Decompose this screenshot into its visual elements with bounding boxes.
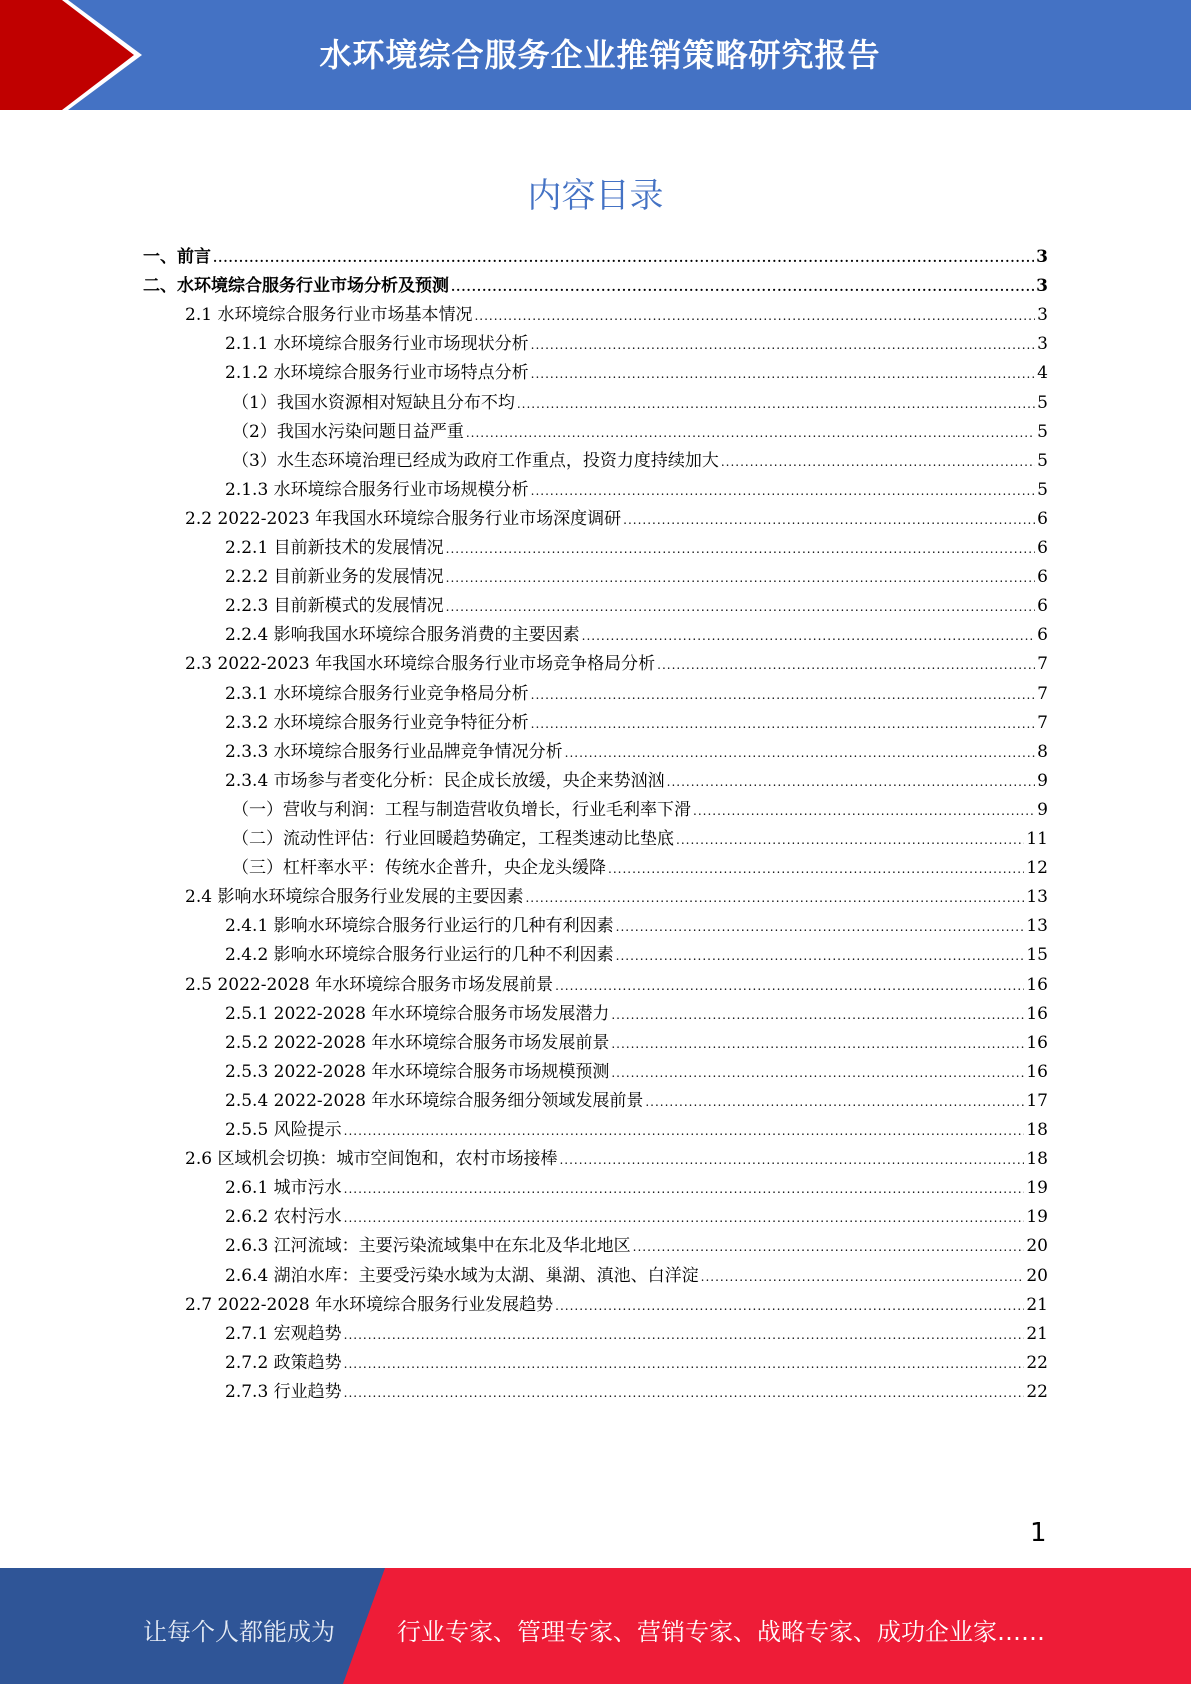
footer-slogan-left: 让每个人都能成为: [143, 1618, 335, 1646]
toc-entry[interactable]: [225, 911, 1048, 941]
toc-entry[interactable]: [225, 1348, 1048, 1378]
page-number: 1: [1030, 1518, 1047, 1548]
toc-leader-dots: [565, 746, 1036, 760]
toc-entry[interactable]: [225, 679, 1048, 709]
toc-entry-title: 2.2.3 目前新模式的发展情况: [225, 596, 444, 617]
toc-entry[interactable]: [232, 853, 1048, 883]
toc-entry-page: 5: [1037, 421, 1048, 442]
toc-entry[interactable]: [225, 533, 1048, 563]
toc-entry-page: 21: [1026, 1323, 1048, 1344]
toc-entry-page: 6: [1037, 596, 1048, 617]
toc-entry-page: 19: [1026, 1207, 1048, 1228]
toc-entry[interactable]: [225, 1115, 1048, 1145]
toc-entry[interactable]: [143, 271, 1048, 301]
toc-leader-dots: [344, 1124, 1025, 1138]
page-footer: [0, 1568, 1191, 1684]
toc-entry-page: 9: [1037, 770, 1048, 791]
toc-leader-dots: [446, 571, 1036, 585]
toc-entry-page: 20: [1026, 1236, 1048, 1257]
toc-entry-page: 18: [1026, 1149, 1048, 1170]
toc-entry-title: 2.7.2 政策趋势: [225, 1352, 342, 1373]
toc-leader-dots: [657, 658, 1035, 672]
toc-entry-title: 2.4 影响水环境综合服务行业发展的主要因素: [185, 887, 524, 908]
toc-entry[interactable]: [232, 417, 1048, 447]
toc-entry-page: 6: [1037, 538, 1048, 558]
toc-entry-page: 19: [1026, 1178, 1048, 1199]
toc-entry-page: 13: [1026, 887, 1048, 908]
toc-entry[interactable]: [185, 970, 1048, 1000]
toc-leader-dots: [531, 367, 1036, 381]
toc-leader-dots: [701, 1270, 1025, 1284]
toc-entry-page: 6: [1037, 508, 1048, 529]
toc-entry-page: 22: [1026, 1352, 1048, 1373]
toc-entry[interactable]: [225, 766, 1048, 796]
toc-leader-dots: [623, 513, 1035, 527]
toc-entry[interactable]: [185, 882, 1048, 912]
toc-entry[interactable]: [225, 1319, 1048, 1349]
toc-entry-title: 2.3.3 水环境综合服务行业品牌竞争情况分析: [225, 741, 563, 762]
toc-entry[interactable]: [185, 300, 1048, 330]
toc-leader-dots: [645, 1095, 1024, 1109]
toc-entry-page: 6: [1037, 625, 1048, 646]
toc-entry[interactable]: [225, 620, 1048, 650]
toc-leader-dots: [517, 397, 1035, 411]
toc-entry[interactable]: [143, 242, 1048, 272]
toc-entry[interactable]: [225, 1231, 1048, 1261]
toc-entry-title: （2）我国水污染问题日益严重: [232, 421, 464, 442]
arrow-decoration-icon: [0, 0, 160, 110]
toc-entry[interactable]: [232, 824, 1048, 854]
toc-leader-dots: [213, 251, 1034, 265]
toc-entry[interactable]: [225, 708, 1048, 738]
toc-entry[interactable]: [225, 562, 1048, 592]
toc-entry-page: 5: [1037, 392, 1048, 413]
toc-leader-dots: [559, 1153, 1024, 1167]
toc-entry[interactable]: [225, 1173, 1048, 1203]
toc-entry-title: （1）我国水资源相对短缺且分布不均: [232, 392, 515, 413]
toc-entry-page: 16: [1026, 1003, 1048, 1024]
toc-leader-dots: [608, 862, 1024, 876]
toc-leader-dots: [555, 979, 1024, 993]
toc-entry-title: 2.3.4 市场参与者变化分析：民企成长放缓，央企来势汹汹: [225, 770, 665, 791]
toc-leader-dots: [531, 484, 1036, 498]
toc-entry-title: 2.3.2 水环境综合服务行业竞争特征分析: [225, 712, 529, 733]
toc-entry-page: 7: [1037, 654, 1048, 675]
toc-entry[interactable]: [225, 329, 1048, 359]
toc-leader-dots: [531, 338, 1036, 352]
toc-leader-dots: [616, 920, 1025, 934]
toc-entry-title: （三）杠杆率水平：传统水企普升，央企龙头缓降: [232, 858, 606, 879]
toc-entry-title: 2.7 2022-2028 年水环境综合服务行业发展趋势: [185, 1294, 554, 1315]
toc-entry-title: 2.6.4 湖泊水库：主要受污染水域为太湖、巢湖、滇池、白洋淀: [225, 1265, 699, 1286]
toc-leader-dots: [474, 309, 1035, 323]
toc-entry-page: 4: [1037, 363, 1048, 384]
toc-entry-page: 16: [1026, 1061, 1048, 1082]
toc-leader-dots: [693, 804, 1035, 818]
toc-leader-dots: [344, 1211, 1025, 1225]
toc-leader-dots: [451, 280, 1034, 294]
toc-entry-page: 22: [1026, 1381, 1048, 1402]
toc-entry-title: 2.5.1 2022-2028 年水环境综合服务市场发展潜力: [225, 1003, 610, 1024]
toc-entry-page: 8: [1037, 741, 1048, 762]
toc-entry-title: 2.4.2 影响水环境综合服务行业运行的几种不利因素: [225, 945, 614, 966]
toc-entry-title: 2.3 2022-2023 年我国水环境综合服务行业市场竞争格局分析: [185, 654, 656, 675]
toc-leader-dots: [525, 891, 1024, 905]
toc-entry-title: 2.6.2 农村污水: [225, 1207, 342, 1228]
toc-entry-page: 16: [1026, 1032, 1048, 1053]
toc-leader-dots: [611, 1066, 1024, 1080]
toc-entry[interactable]: [225, 1057, 1048, 1087]
toc-entry-title: 2.1 水环境综合服务行业市场基本情况: [185, 305, 473, 326]
toc-leader-dots: [344, 1357, 1025, 1371]
toc-leader-dots: [531, 688, 1036, 702]
toc-entry[interactable]: [185, 1290, 1048, 1320]
toc-entry-page: 17: [1026, 1090, 1048, 1111]
toc-entry[interactable]: [232, 388, 1048, 418]
toc-entry-page: 11: [1026, 829, 1048, 849]
toc-entry[interactable]: [225, 1377, 1048, 1407]
toc-entry-page: 3: [1036, 276, 1048, 297]
toc-entry[interactable]: [225, 358, 1048, 388]
toc-entry-title: 二、水环境综合服务行业市场分析及预测: [143, 276, 449, 297]
toc-entry[interactable]: [225, 1261, 1048, 1291]
toc-entry-page: 9: [1037, 799, 1048, 820]
toc-entry-title: 2.5.2 2022-2028 年水环境综合服务市场发展前景: [225, 1032, 610, 1053]
toc-entry-title: 2.2.4 影响我国水环境综合服务消费的主要因素: [225, 625, 580, 646]
toc-leader-dots: [611, 1037, 1024, 1051]
toc-entry-title: 2.3.1 水环境综合服务行业竞争格局分析: [225, 683, 529, 704]
page-header: [0, 0, 1191, 110]
toc-entry-title: 2.1.3 水环境综合服务行业市场规模分析: [225, 479, 529, 500]
toc-entry-title: 2.2 2022-2023 年我国水环境综合服务行业市场深度调研: [185, 508, 622, 529]
toc-entry[interactable]: [225, 591, 1048, 621]
report-title: 水环境综合服务企业推销策略研究报告: [319, 36, 881, 74]
toc-entry-page: 20: [1026, 1265, 1048, 1286]
toc-leader-dots: [446, 542, 1036, 556]
toc-leader-dots: [611, 1008, 1024, 1022]
toc-entry-page: 18: [1026, 1120, 1048, 1140]
toc-entry-page: 12: [1026, 858, 1048, 879]
toc-entry-page: 16: [1026, 974, 1048, 995]
toc-entry[interactable]: [225, 1028, 1048, 1058]
toc-leader-dots: [676, 833, 1024, 847]
toc-leader-dots: [446, 600, 1036, 614]
toc-leader-dots: [344, 1328, 1025, 1342]
toc-entry-title: 2.5 2022-2028 年水环境综合服务市场发展前景: [185, 974, 554, 995]
toc-entry[interactable]: [225, 1086, 1048, 1116]
toc-entry-title: 2.6.1 城市污水: [225, 1178, 342, 1199]
toc-entry-title: 2.5.3 2022-2028 年水环境综合服务市场规模预测: [225, 1061, 610, 1082]
toc-entry-page: 6: [1037, 567, 1048, 588]
toc-entry-page: 3: [1037, 305, 1048, 326]
toc-entry[interactable]: [185, 504, 1048, 534]
toc-entry-title: 2.5.4 2022-2028 年水环境综合服务细分领域发展前景: [225, 1090, 644, 1111]
toc-entry-title: 2.6 区域机会切换：城市空间饱和，农村市场接棒: [185, 1149, 558, 1170]
toc-leader-dots: [531, 717, 1036, 731]
toc-entry-title: 2.1.2 水环境综合服务行业市场特点分析: [225, 363, 529, 384]
toc-leader-dots: [466, 426, 1035, 440]
toc-leader-dots: [633, 1240, 1025, 1254]
footer-slogan-right: 行业专家、管理专家、营销专家、战略专家、成功企业家……: [397, 1618, 1045, 1646]
toc-entry-title: 2.5.5 风险提示: [225, 1120, 342, 1140]
toc-entry-title: 2.4.1 影响水环境综合服务行业运行的几种有利因素: [225, 916, 614, 937]
toc-entry[interactable]: [225, 1202, 1048, 1232]
toc-entry-title: 一、前言: [143, 247, 211, 267]
toc-entry[interactable]: [225, 940, 1048, 970]
toc-entry[interactable]: [232, 446, 1048, 476]
toc-entry-title: 2.7.1 宏观趋势: [225, 1323, 342, 1344]
toc-entry-title: 2.6.3 江河流域：主要污染流域集中在东北及华北地区: [225, 1236, 631, 1257]
toc-entry-title: 2.7.3 行业趋势: [225, 1381, 342, 1402]
toc-entry[interactable]: [185, 649, 1048, 679]
toc-leader-dots: [344, 1182, 1025, 1196]
toc-entry-page: 21: [1026, 1294, 1048, 1315]
toc-entry-title: 2.2.1 目前新技术的发展情况: [225, 538, 444, 558]
toc-entry-page: 3: [1037, 334, 1048, 355]
toc-leader-dots: [555, 1299, 1024, 1313]
toc-entry-page: 13: [1026, 916, 1048, 937]
toc-entry-page: 15: [1026, 945, 1048, 966]
toc-entry-page: 5: [1037, 479, 1048, 500]
toc-entry-title: （一）营收与利润：工程与制造营收负增长，行业毛利率下滑: [232, 799, 691, 820]
toc-heading: 内容目录: [527, 176, 664, 216]
toc-entry-page: 5: [1037, 450, 1048, 471]
toc-entry[interactable]: [225, 999, 1048, 1029]
toc-entry-title: （3）水生态环境治理已经成为政府工作重点，投资力度持续加大: [232, 450, 719, 471]
toc-entry-page: 7: [1037, 712, 1048, 733]
toc-leader-dots: [616, 949, 1025, 963]
toc-leader-dots: [667, 775, 1036, 789]
toc-entry-title: 2.2.2 目前新业务的发展情况: [225, 567, 444, 588]
toc-entry[interactable]: [232, 795, 1048, 825]
toc-entry[interactable]: [225, 737, 1048, 767]
toc-leader-dots: [582, 629, 1036, 643]
toc-entry-page: 3: [1036, 247, 1048, 267]
toc-leader-dots: [721, 455, 1035, 469]
toc-entry-title: 2.1.1 水环境综合服务行业市场现状分析: [225, 334, 529, 355]
toc-entry[interactable]: [185, 1144, 1048, 1174]
toc-entry-title: （二）流动性评估：行业回暖趋势确定，工程类速动比垫底: [232, 829, 674, 849]
toc-entry[interactable]: [225, 475, 1048, 505]
toc-entry-page: 7: [1037, 683, 1048, 704]
toc-leader-dots: [344, 1386, 1025, 1400]
